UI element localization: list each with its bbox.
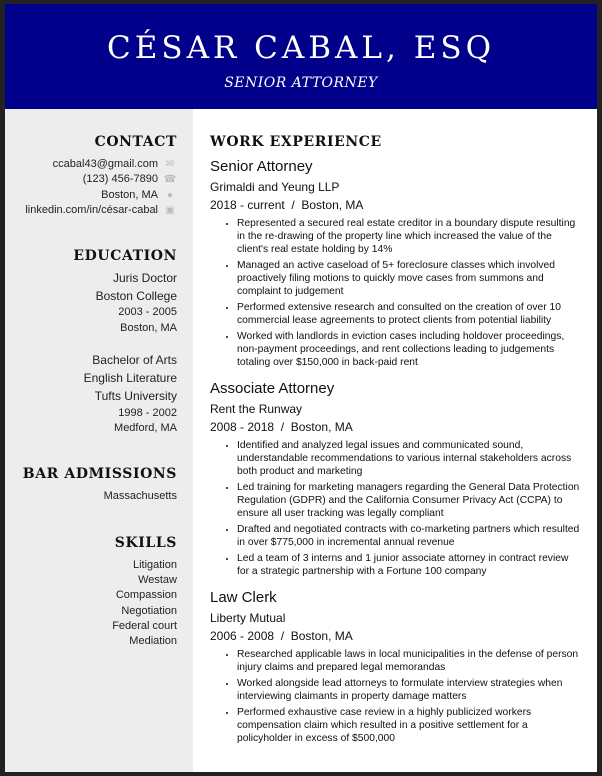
job-entry — [210, 589, 580, 745]
bar-admission-item: Massachusetts — [103, 490, 177, 502]
contact-location — [7, 188, 177, 203]
job-company: Rent the Runway — [210, 402, 303, 416]
contact-email — [7, 157, 177, 172]
phone-text: (123) 456-7890 — [82, 173, 158, 186]
location-icon: ● — [166, 189, 174, 201]
job-company: Liberty Mutual — [210, 611, 286, 625]
job-dates: 2006 - 2008 / Boston, MA — [210, 629, 353, 643]
job-bullets — [210, 439, 580, 578]
major: English Literature — [83, 371, 177, 386]
degree: Juris Doctor — [112, 271, 177, 285]
degree: Bachelor of Arts — [92, 353, 177, 368]
resume-header — [5, 4, 597, 109]
phone-icon: ☎ — [163, 174, 177, 186]
skill-item: Litigation — [132, 559, 177, 571]
resume-page — [5, 4, 597, 772]
job-bullet: • Performed extensive research and consulted on the creation of over 10 commercial lease agreements to protect clients from potential liability — [237, 301, 580, 327]
skill-item: Westaw — [138, 574, 177, 587]
edu-location: Medford, MA — [114, 422, 177, 435]
school: Tufts University — [94, 388, 177, 403]
email-text: ccabal43@gmail.com — [52, 158, 158, 170]
education-entry — [7, 270, 177, 336]
job-company: Grimaldi and Yeung LLP — [210, 180, 340, 194]
linkedin-text: linkedin.com/in/césar-cabal — [25, 204, 158, 217]
edu-years: 2003 - 2005 — [118, 306, 177, 319]
skill-item: Federal court — [112, 619, 177, 632]
job-bullet: • Worked alongside lead attorneys to formulate interview strategies when interviewing claimants in property damage matters — [237, 677, 580, 703]
sidebar — [5, 109, 193, 772]
contact-linkedin — [7, 203, 177, 218]
job-title: Law Clerk — [210, 589, 277, 606]
contact-phone — [7, 172, 177, 187]
location-text: Boston, MA — [101, 188, 158, 201]
skill-item: Negotiation — [121, 604, 177, 617]
skills-heading: SKILLS — [114, 535, 177, 551]
skill-item: Mediation — [129, 635, 177, 648]
education-section — [7, 248, 177, 437]
job-bullet: • Performed exhaustive case review in a highly publicized workers compensation claim which resulted in a positive settlement for a policyholder in excess of $500,000 — [237, 706, 580, 745]
job-bullet: • Led a team of 3 interns and 1 junior associate attorney in contract review for a strategic partnership with a Fortune 100 company — [237, 552, 580, 578]
main-content — [210, 109, 580, 748]
linkedin-icon: ▣ — [165, 205, 175, 217]
edu-location: Boston, MA — [120, 321, 177, 334]
skill-item: Compassion — [115, 589, 177, 602]
bar-admissions-section — [7, 466, 177, 504]
job-bullet: • Worked with landlords in eviction cases including holdover proceedings, non-payment proceedings, and rent collections leading to judgements totaling over $150,000 in back-paid rent — [237, 330, 580, 369]
bar-admissions-heading: BAR ADMISSIONS — [22, 466, 177, 482]
job-bullets — [210, 217, 580, 369]
job-dates: 2018 - current / Boston, MA — [210, 198, 364, 212]
job-title: Associate Attorney — [210, 380, 335, 397]
school: Boston College — [95, 288, 177, 303]
job-bullet: • Represented a secured real estate creditor in a boundary dispute resulting in the re-drawing of the property line which increased the value of the client's real estate holding by 14% — [237, 217, 580, 256]
candidate-title: SENIOR ATTORNEY — [224, 75, 378, 91]
job-entry — [210, 380, 580, 578]
work-experience-heading: WORK EXPERIENCE — [210, 134, 382, 150]
job-entry — [210, 158, 580, 369]
job-dates: 2008 - 2018 / Boston, MA — [210, 420, 353, 434]
education-entry — [7, 352, 177, 436]
contact-heading: CONTACT — [94, 134, 177, 150]
job-bullet: • Researched applicable laws in local municipalities in the defense of person injury claims and prepared legal memorandas — [237, 648, 580, 674]
contact-section — [7, 134, 177, 219]
job-bullet: • Led training for marketing managers regarding the General Data Protection Regulation (GDPR) and the California Consumer Privacy Act (CCPA) to ensure all user tracking was legally compliant — [237, 481, 580, 520]
edu-years: 1998 - 2002 — [118, 406, 177, 419]
job-bullet: • Managed an active caseload of 5+ foreclosure classes which involved proactively filing motions to quickly move cases from summons and complaint to judgement — [237, 259, 580, 298]
job-bullets — [210, 648, 580, 745]
job-bullet: • Identified and analyzed legal issues and communicated sound, understandable recommendations to various internal stakeholders across both product and marketing — [237, 439, 580, 478]
email-icon: ✉ — [165, 159, 175, 170]
candidate-name: CÉSAR CABAL, ESQ — [106, 30, 496, 66]
education-heading: EDUCATION — [73, 248, 177, 264]
job-bullet: • Drafted and negotiated contracts with co-marketing partners which resulted in over $775,000 in incremental annual revenue — [237, 523, 580, 549]
job-title: Senior Attorney — [210, 158, 313, 175]
skills-section — [7, 535, 177, 649]
